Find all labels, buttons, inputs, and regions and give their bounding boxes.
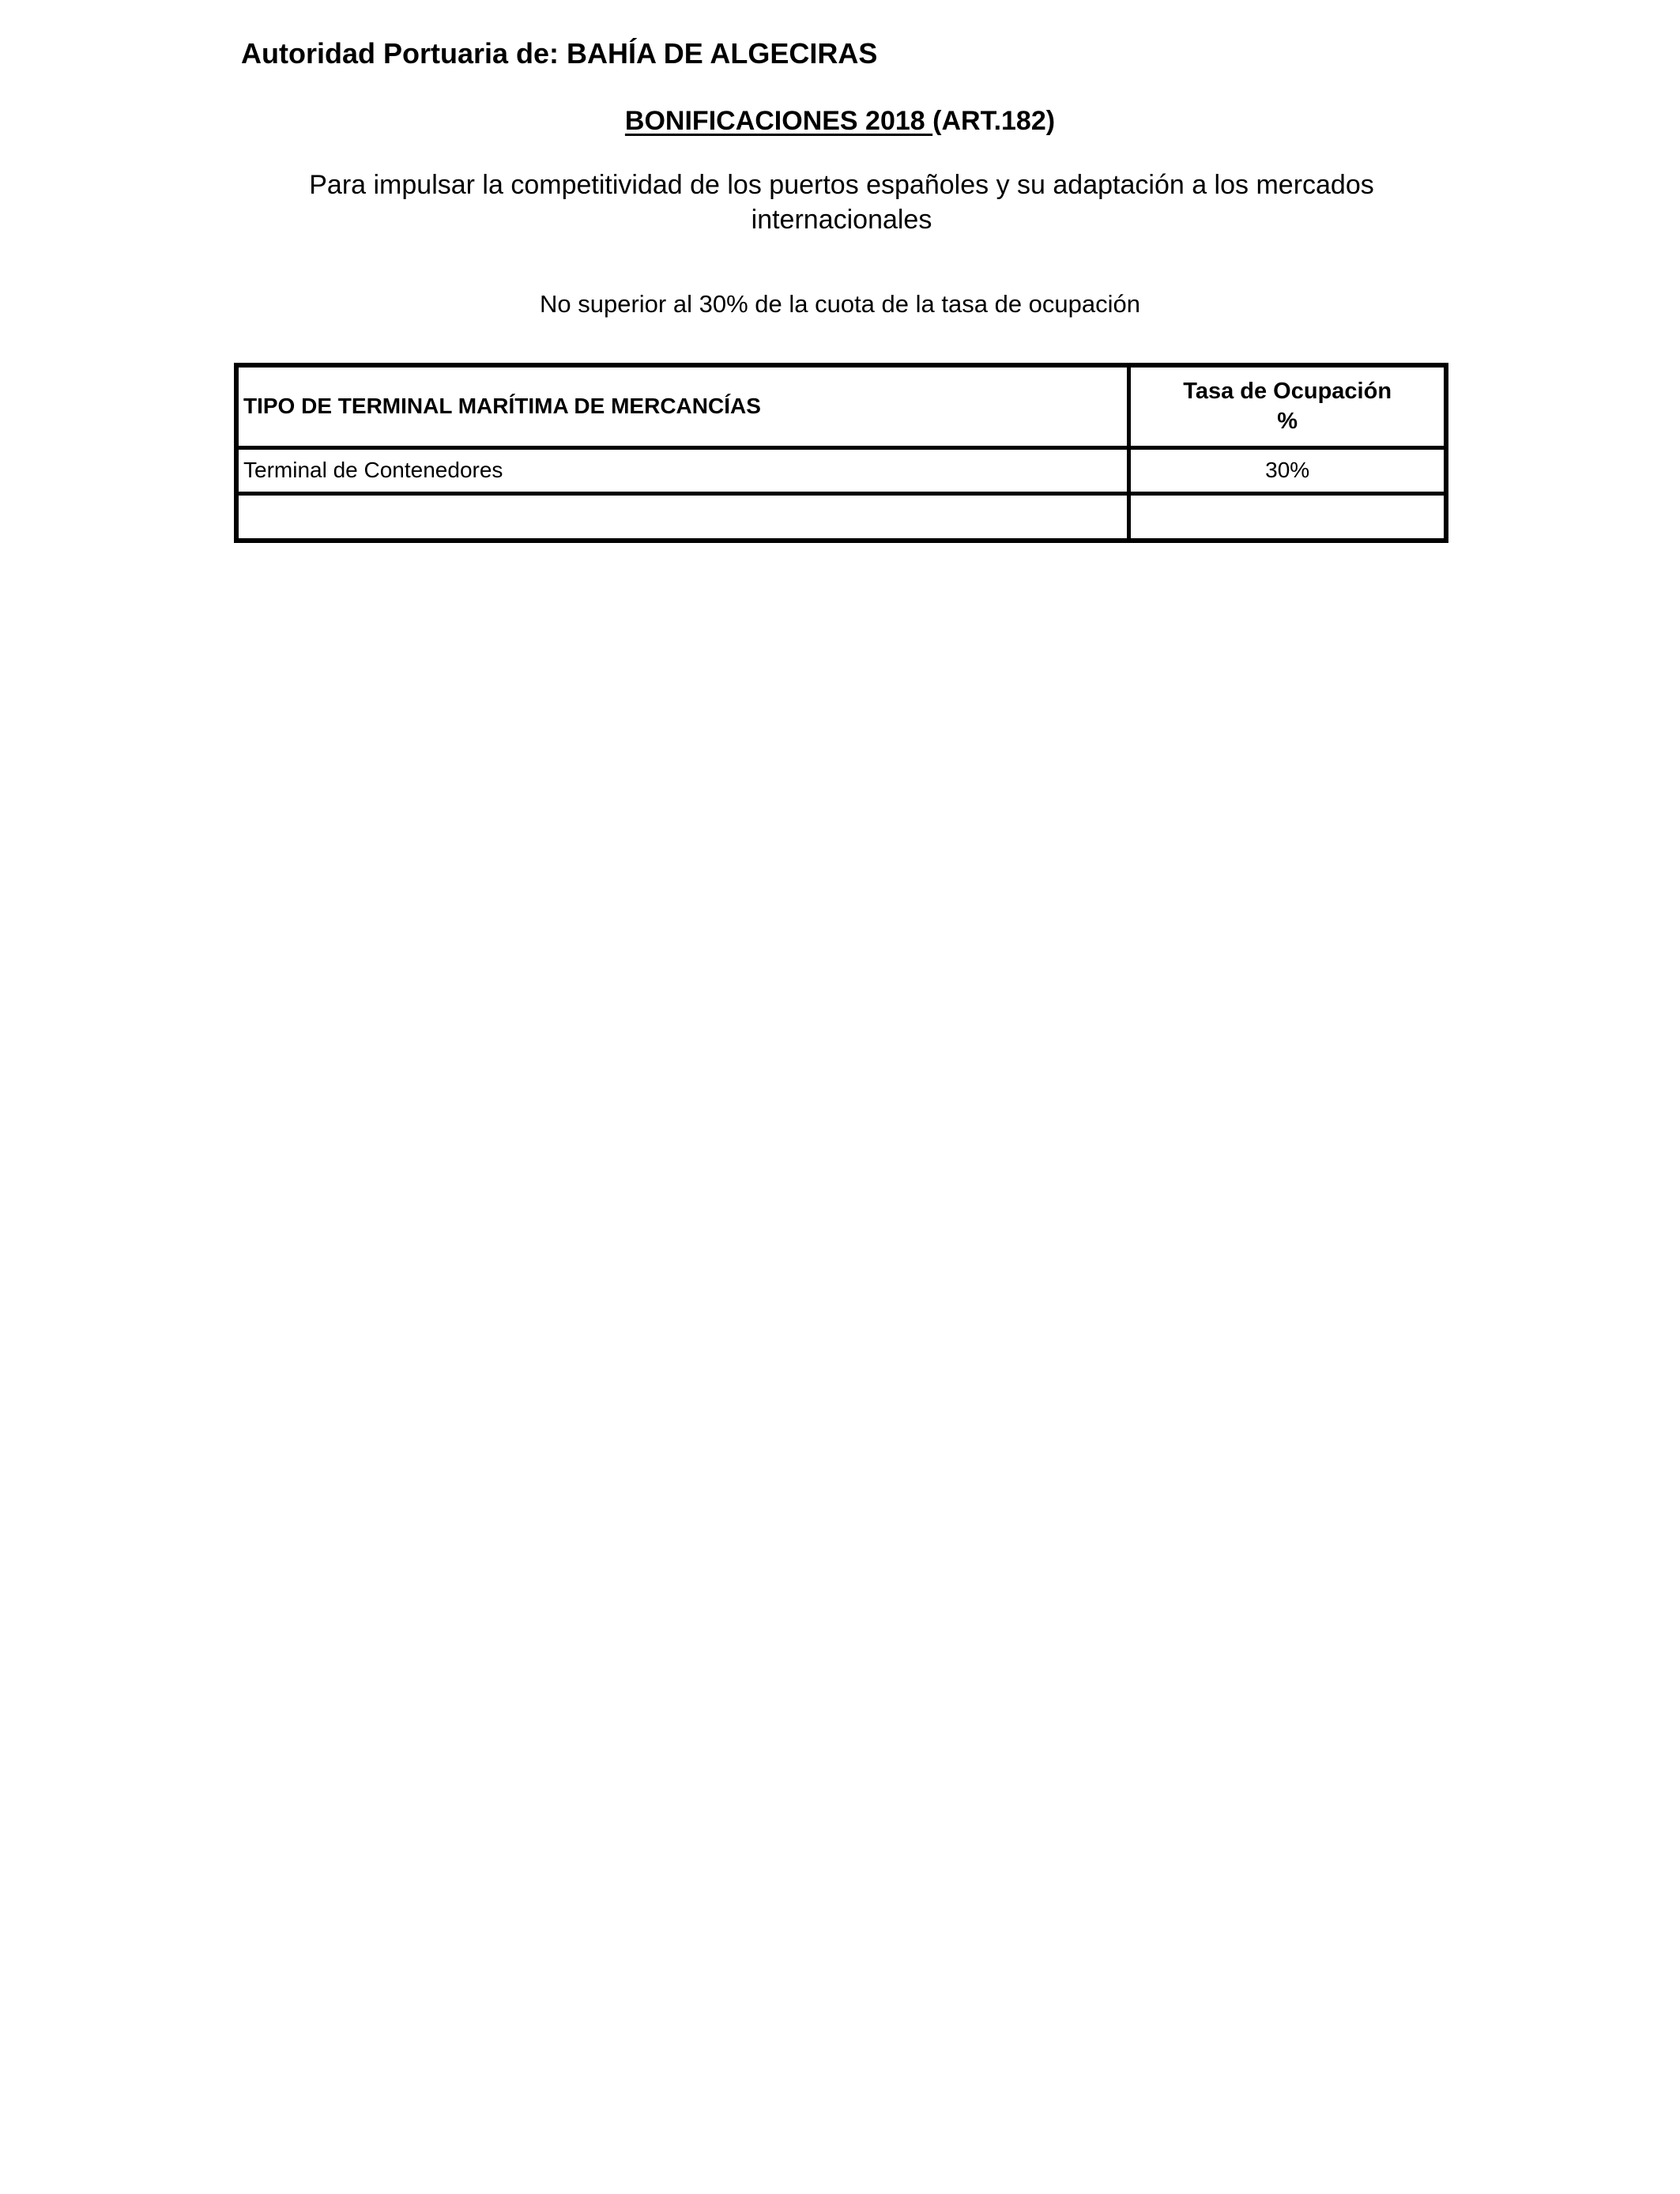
bonus-heading — [0, 103, 1680, 139]
bonus-heading-underlined: BONIFICACIONES 2018 — [624, 106, 933, 136]
limit-note: No superior al 30% de la cuota de la tasa de ocupación — [540, 290, 1140, 318]
table-row — [236, 493, 1446, 541]
table-row — [236, 447, 1446, 493]
header-occupancy-rate-unit: % — [1277, 409, 1298, 435]
cell-terminal-type — [236, 493, 1129, 541]
header-occupancy-rate-label: Tasa de Ocupación — [1183, 379, 1392, 405]
cell-occupancy-rate: 30% — [1129, 447, 1446, 493]
purpose-statement: Para impulsar la competitividad de los puertos españoles y su adaptación a los mercados internacionales — [309, 170, 1374, 235]
header-occupancy-rate — [1129, 365, 1446, 447]
bonus-table — [234, 363, 1448, 543]
port-authority-title: Autoridad Portuaria de: BAHÍA DE ALGECIRAS — [241, 37, 878, 70]
cell-occupancy-rate — [1129, 493, 1446, 541]
bonus-heading-article: (ART.182) — [932, 106, 1056, 136]
table-header-row — [236, 365, 1446, 447]
header-terminal-type: TIPO DE TERMINAL MARÍTIMA DE MERCANCÍAS — [236, 365, 1129, 447]
cell-terminal-type: Terminal de Contenedores — [236, 447, 1129, 493]
